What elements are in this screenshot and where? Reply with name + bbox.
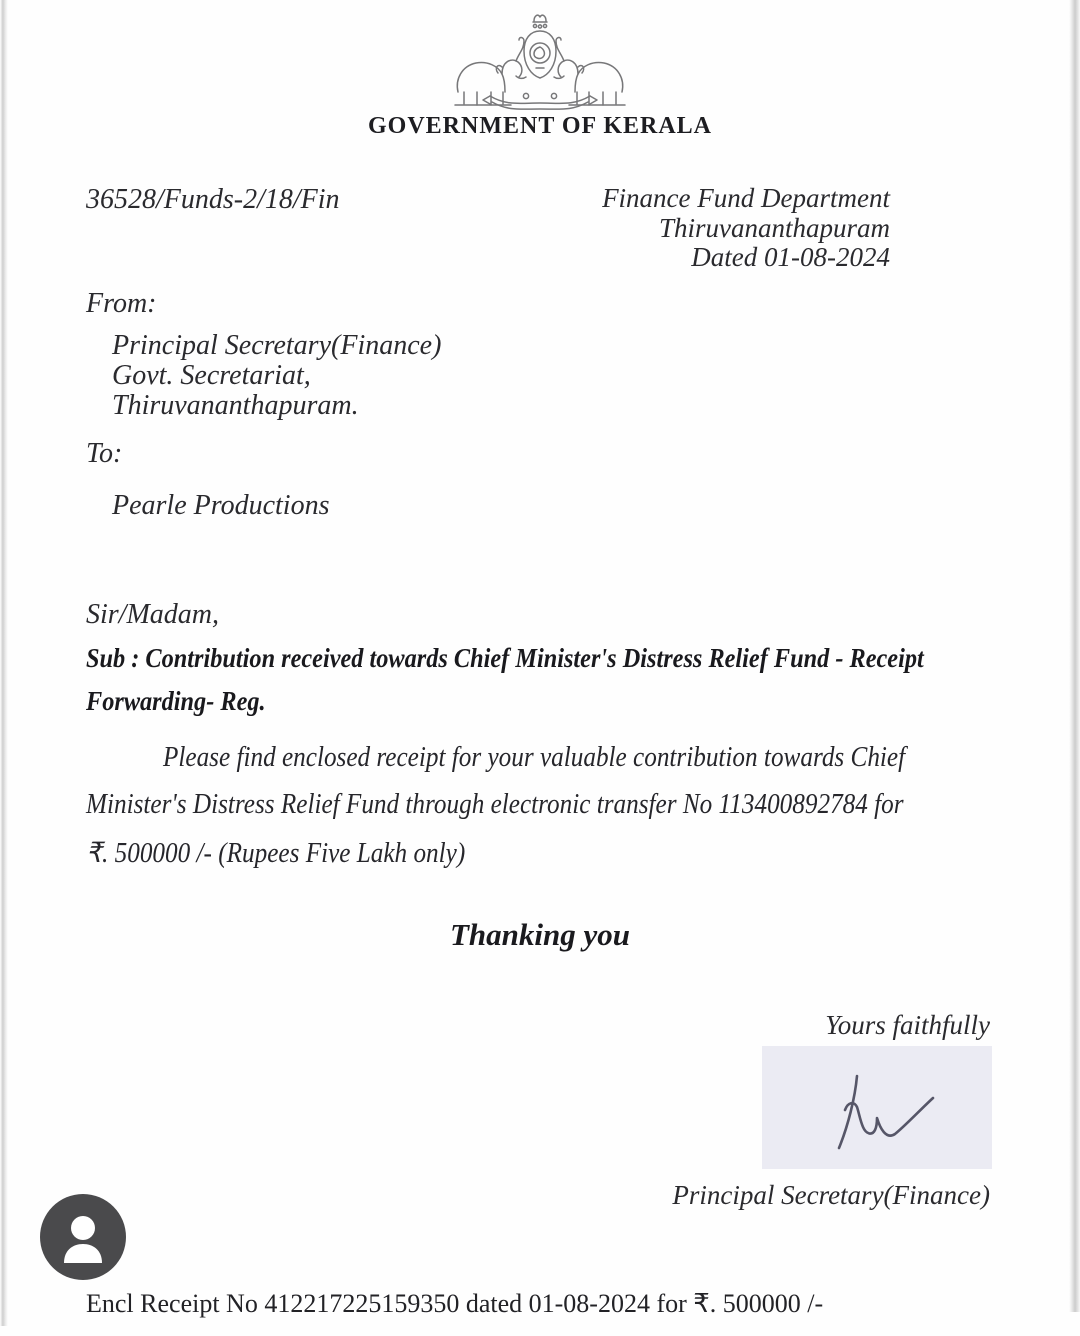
subject-line-2: Forwarding- Reg. <box>86 686 266 716</box>
to-address-line: Pearle Productions <box>112 490 330 521</box>
to-address <box>112 490 329 522</box>
subject-line-1: Sub : Contribution received towards Chief Minister's Distress Relief Fund - Receipt <box>86 643 924 673</box>
page-title: GOVERNMENT OF KERALA <box>367 113 713 139</box>
from-address-line: Govt. Secretariat, <box>112 360 311 391</box>
signatory-designation: Principal Secretary(Finance) <box>672 1180 990 1210</box>
body-line: ₹. 500000 /- (Rupees Five Lakh only) <box>86 838 466 869</box>
from-address-line: Thiruvananthapuram. <box>112 390 359 421</box>
person-icon <box>40 1194 126 1280</box>
letter-date: Dated 01-08-2024 <box>691 242 890 272</box>
department-name: Finance Fund Department <box>602 183 890 213</box>
thanking-you-line: Thanking you <box>449 917 631 952</box>
enclosure-note: Encl Receipt No 412217225159350 dated 01-08-2024 for ₹. 500000 /- <box>86 1289 824 1318</box>
body-line: Please find enclosed receipt for your valuable contribution towards Chief <box>163 742 906 773</box>
valediction: Yours faithfully <box>825 1010 990 1040</box>
body-line: Minister's Distress Relief Fund through electronic transfer No 113400892784 for <box>86 789 904 820</box>
from-address <box>112 331 441 421</box>
page-scan-edge-right <box>1069 0 1080 1312</box>
reference-number: 36528/Funds-2/18/Fin <box>86 184 340 215</box>
department-block <box>602 184 890 273</box>
kerala-state-emblem-icon <box>450 8 630 112</box>
to-label: To: <box>86 438 123 469</box>
handwritten-signature-image <box>762 1046 992 1169</box>
from-address-line: Principal Secretary(Finance) <box>112 330 442 361</box>
page-scan-edge-left <box>0 0 8 1326</box>
department-place: Thiruvananthapuram <box>658 212 890 243</box>
from-label: From: <box>86 288 157 319</box>
salutation: Sir/Madam, <box>86 599 219 630</box>
avatar[interactable] <box>40 1194 126 1280</box>
